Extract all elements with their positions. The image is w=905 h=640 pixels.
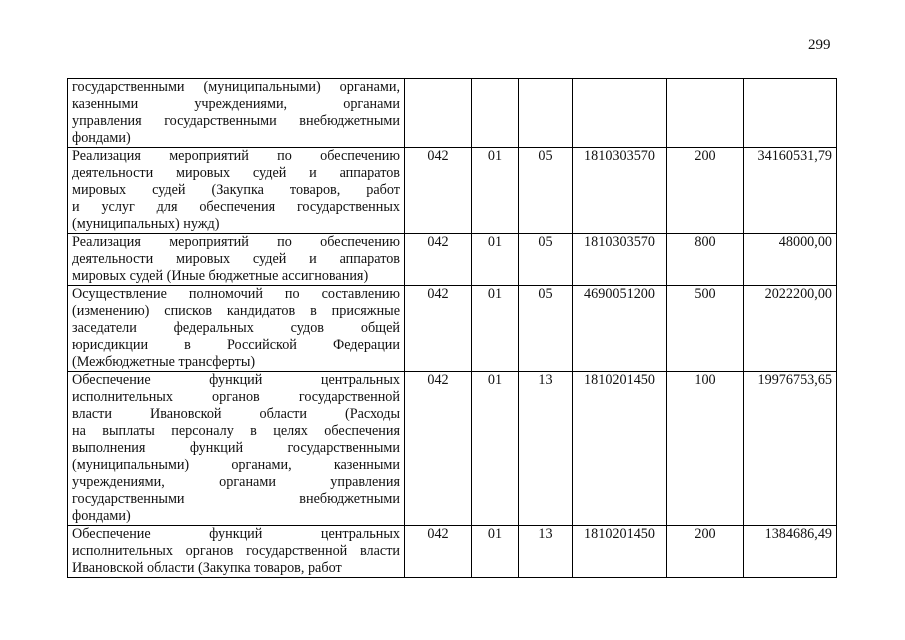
description-cell	[68, 286, 405, 372]
description-line: юрисдикции в Российской Федерации	[72, 337, 400, 353]
description-line: деятельности мировых судей и аппаратов	[72, 165, 400, 181]
page-number: 299	[808, 37, 831, 53]
description-line: государственными внебюджетными	[72, 491, 400, 507]
amount-cell	[744, 79, 837, 148]
description-line: (муниципальными) органами, казенными	[72, 457, 400, 473]
description-line: (Межбюджетные трансферты)	[72, 354, 256, 370]
subsection-cell	[519, 79, 573, 148]
amount-cell: 2022200,00	[744, 286, 837, 372]
description-line: мировых судей (Закупка товаров, работ	[72, 182, 400, 198]
target-article-cell: 1810201450	[573, 372, 667, 526]
description-line: деятельности мировых судей и аппаратов	[72, 251, 400, 267]
grbs-cell: 042	[405, 148, 472, 234]
amount-cell: 48000,00	[744, 234, 837, 286]
target-article-cell: 1810201450	[573, 526, 667, 578]
target-article-cell: 1810303570	[573, 234, 667, 286]
description-cell	[68, 372, 405, 526]
description-line: мировых судей (Иные бюджетные ассигнования)	[72, 268, 369, 284]
target-article-cell	[573, 79, 667, 148]
subsection-cell: 13	[519, 372, 573, 526]
expense-type-cell: 200	[667, 148, 744, 234]
budget-table	[67, 78, 837, 578]
grbs-cell: 042	[405, 526, 472, 578]
description-line: управления государственными внебюджетными	[72, 113, 400, 129]
grbs-cell: 042	[405, 372, 472, 526]
section-cell: 01	[472, 234, 519, 286]
amount-cell: 1384686,49	[744, 526, 837, 578]
section-cell: 01	[472, 148, 519, 234]
expense-type-cell: 800	[667, 234, 744, 286]
section-cell: 01	[472, 526, 519, 578]
amount-cell: 19976753,65	[744, 372, 837, 526]
description-line: выполнения функций государственными	[72, 440, 400, 456]
description-cell	[68, 526, 405, 578]
description-line: (изменению) списков кандидатов в присяжные	[72, 303, 400, 319]
table-row	[68, 372, 837, 526]
grbs-cell	[405, 79, 472, 148]
expense-type-cell: 200	[667, 526, 744, 578]
description-line: Реализация мероприятий по обеспечению	[72, 148, 400, 164]
description-line: фондами)	[72, 508, 131, 524]
description-cell	[68, 148, 405, 234]
description-line: фондами)	[72, 130, 131, 146]
description-cell	[68, 234, 405, 286]
description-line: (муниципальных) нужд)	[72, 216, 220, 232]
description-line: учреждениями, органами управления	[72, 474, 400, 490]
section-cell: 01	[472, 286, 519, 372]
expense-type-cell	[667, 79, 744, 148]
description-line: казенными учреждениями, органами	[72, 96, 400, 112]
table-row	[68, 234, 837, 286]
description-line: Ивановской области (Закупка товаров, работ	[72, 560, 342, 576]
description-line: и услуг для обеспечения государственных	[72, 199, 400, 215]
description-line: Осуществление полномочий по составлению	[72, 286, 400, 302]
description-line: Обеспечение функций центральных	[72, 526, 400, 542]
description-line: Обеспечение функций центральных	[72, 372, 400, 388]
section-cell: 01	[472, 372, 519, 526]
description-line: государственными (муниципальными) органами,	[72, 79, 400, 95]
section-cell	[472, 79, 519, 148]
expense-type-cell: 500	[667, 286, 744, 372]
subsection-cell: 05	[519, 148, 573, 234]
table-row	[68, 148, 837, 234]
subsection-cell: 05	[519, 234, 573, 286]
description-line: на выплаты персоналу в целях обеспечения	[72, 423, 400, 439]
grbs-cell: 042	[405, 286, 472, 372]
description-cell	[68, 79, 405, 148]
table-row	[68, 286, 837, 372]
description-line: заседатели федеральных судов общей	[72, 320, 400, 336]
target-article-cell: 4690051200	[573, 286, 667, 372]
expense-type-cell: 100	[667, 372, 744, 526]
table-row	[68, 79, 837, 148]
description-line: исполнительных органов государственной власти	[72, 543, 400, 559]
description-line: исполнительных органов государственной	[72, 389, 400, 405]
subsection-cell: 05	[519, 286, 573, 372]
table-row	[68, 526, 837, 578]
subsection-cell: 13	[519, 526, 573, 578]
grbs-cell: 042	[405, 234, 472, 286]
target-article-cell: 1810303570	[573, 148, 667, 234]
amount-cell: 34160531,79	[744, 148, 837, 234]
description-line: власти Ивановской области (Расходы	[72, 406, 400, 422]
description-line: Реализация мероприятий по обеспечению	[72, 234, 400, 250]
